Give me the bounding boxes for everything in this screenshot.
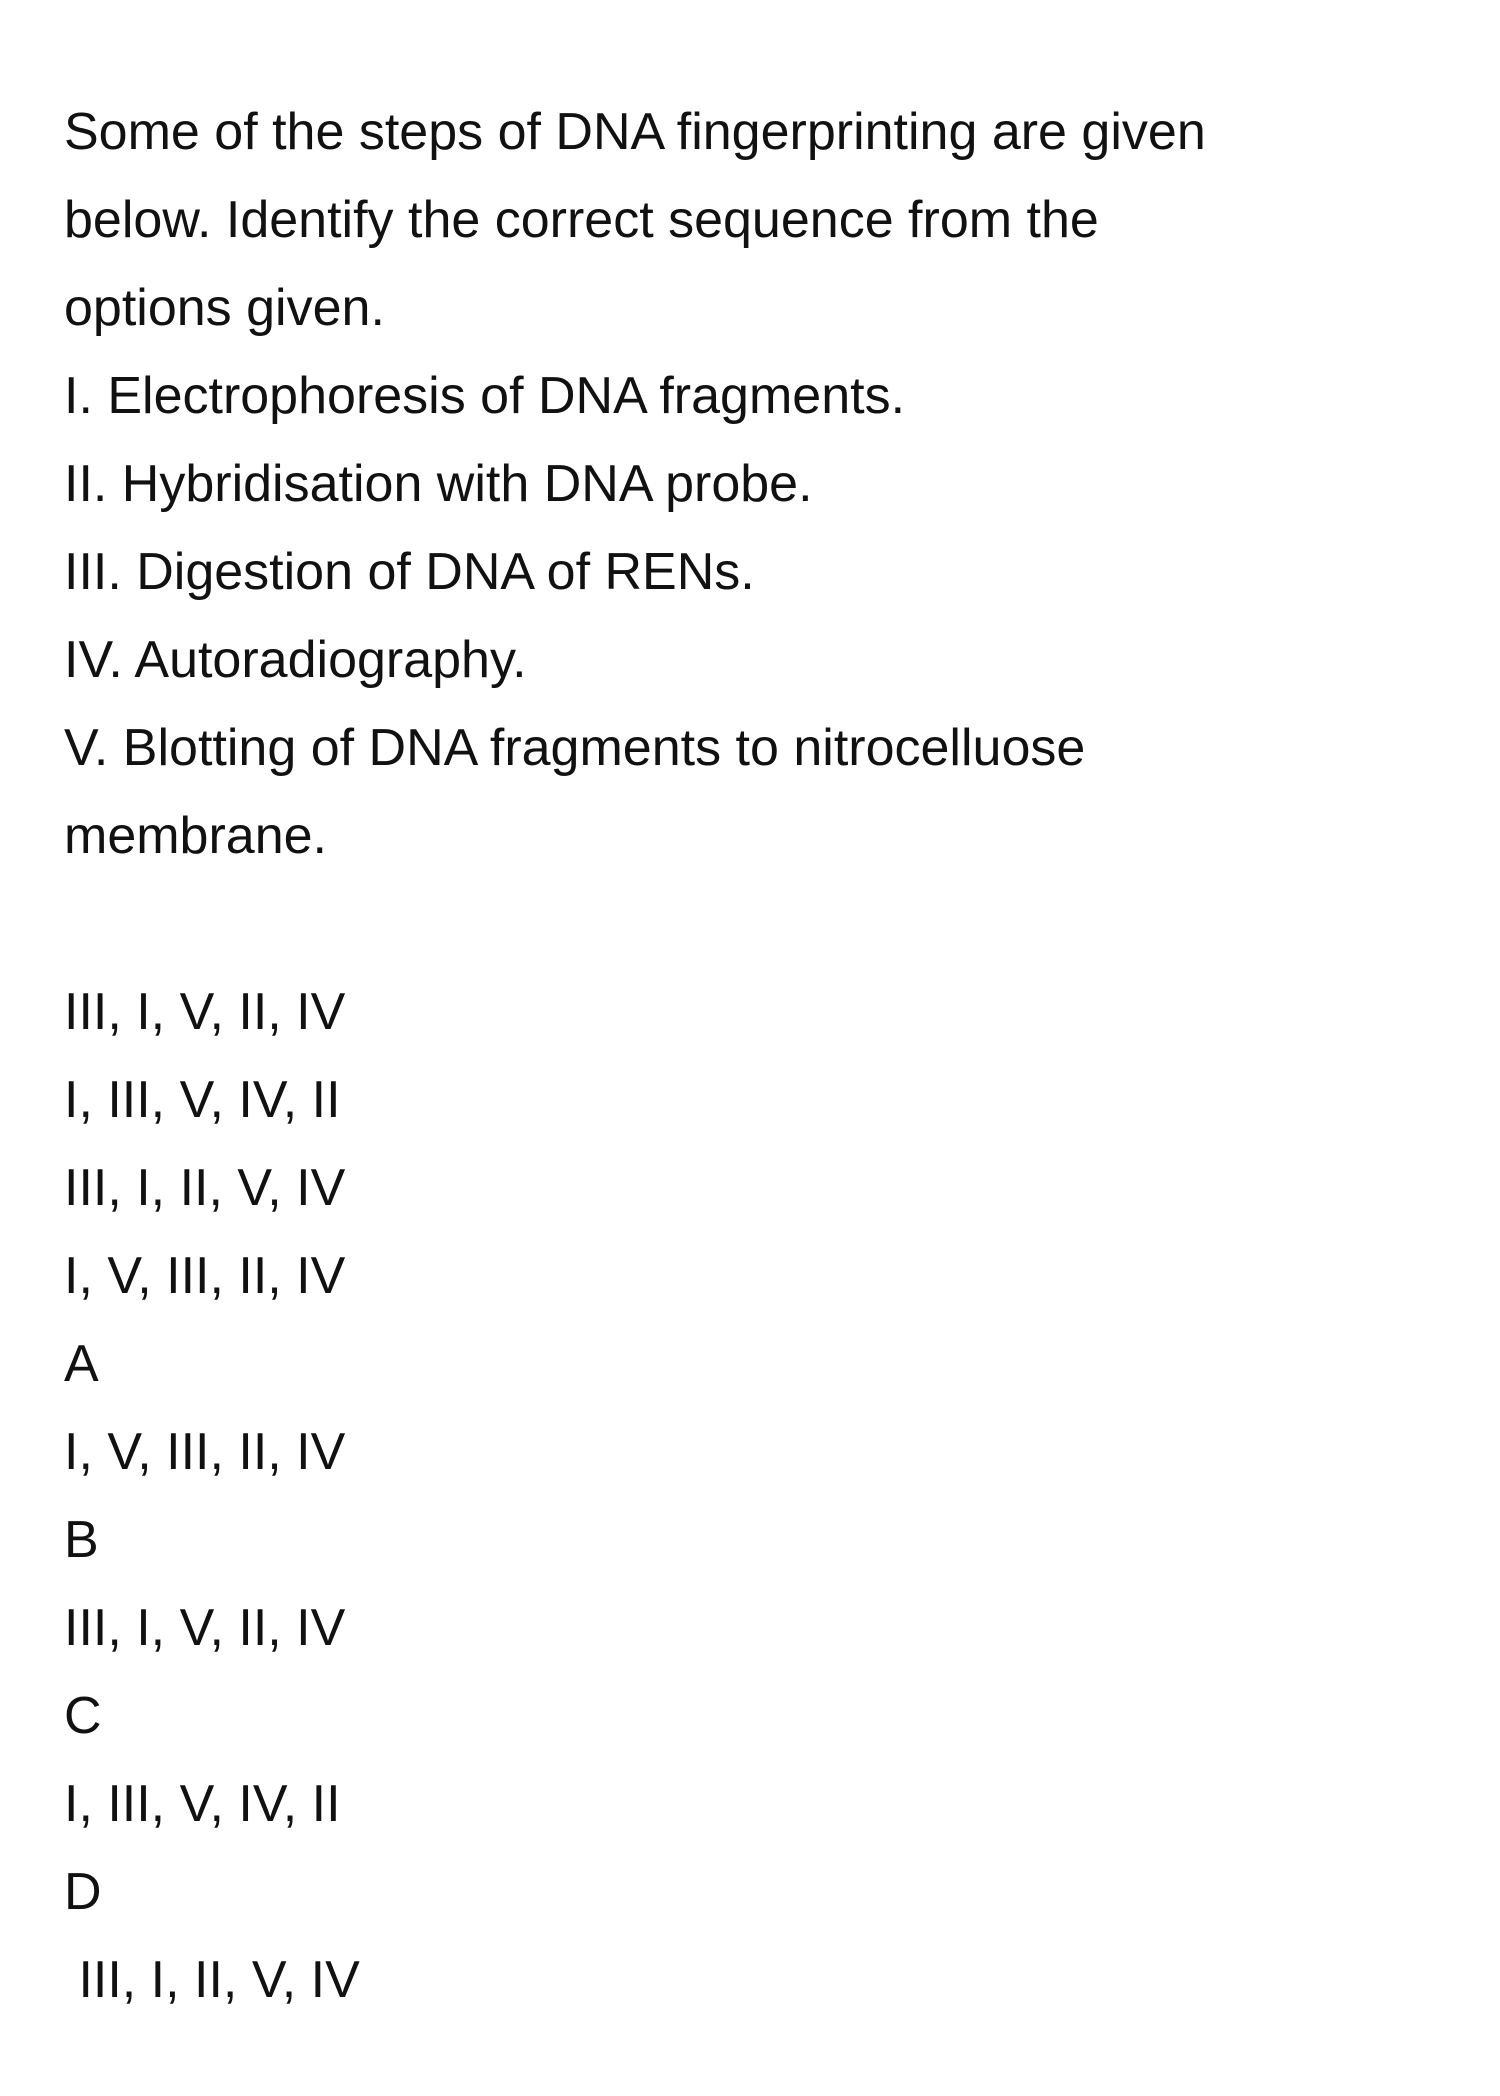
step-item: V. Blotting of DNA fragments to nitrocelluose (64, 719, 1086, 777)
option-letter: A (64, 1335, 99, 1393)
option-letter: D (64, 1863, 102, 1921)
step-item: I. Electrophoresis of DNA fragments. (64, 367, 906, 425)
sequence-item: III, I, V, II, IV (64, 983, 346, 1041)
option-text: I, III, V, IV, II (64, 1775, 341, 1833)
blank-spacer (64, 880, 1444, 968)
step-item: II. Hybridisation with DNA probe. (64, 455, 813, 513)
option-a[interactable] (64, 1320, 1444, 1496)
option-b[interactable] (64, 1496, 1444, 1672)
step-item: III. Digestion of DNA of RENs. (64, 543, 755, 601)
question-document (64, 88, 1444, 2024)
option-list (64, 1320, 1444, 2024)
option-d[interactable] (64, 1848, 1444, 2024)
option-c[interactable] (64, 1672, 1444, 1848)
step-item: membrane. (64, 807, 327, 865)
option-letter: B (64, 1511, 99, 1569)
sequence-item: III, I, II, V, IV (64, 1159, 346, 1217)
stem-line: Some of the steps of DNA fingerprinting are given (64, 103, 1206, 161)
option-text: III, I, V, II, IV (64, 1599, 346, 1657)
option-text: III, I, II, V, IV (64, 1951, 360, 2009)
option-text: I, V, III, II, IV (64, 1423, 346, 1481)
stem-line: options given. (64, 279, 385, 337)
option-letter: C (64, 1687, 102, 1745)
sequence-item: I, V, III, II, IV (64, 1247, 346, 1305)
sequence-list (64, 968, 1444, 1320)
question-stem (64, 88, 1444, 352)
step-list (64, 352, 1444, 880)
stem-line: below. Identify the correct sequence from the (64, 191, 1099, 249)
step-item: IV. Autoradiography. (64, 631, 527, 689)
sequence-item: I, III, V, IV, II (64, 1071, 341, 1129)
